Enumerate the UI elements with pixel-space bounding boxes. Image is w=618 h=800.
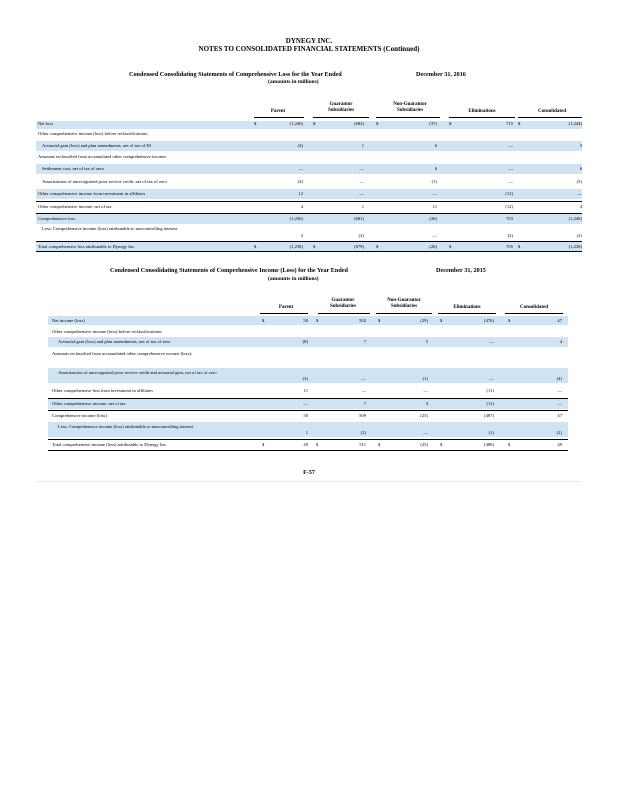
cell-parent: (1,238): [289, 244, 303, 249]
table-row: [36, 164, 582, 174]
table2-col-consolidated: Consolidated: [519, 305, 549, 310]
notes-title: NOTES TO CONSOLIDATED FINANCIAL STATEMENTS (Continued): [198, 45, 420, 53]
table1-col-nonguarantor: Non-Guarantor Subsidiaries: [393, 102, 427, 113]
table-row: [36, 201, 582, 212]
cell-eliminations: (11): [486, 401, 494, 406]
dollar-sign: $: [316, 442, 319, 447]
dollar-sign: $: [508, 318, 511, 323]
table2-title: Condensed Consolidating Statements of Comprehensive Income (Loss) for the Year Ended: [110, 267, 348, 274]
table1-subtitle: (amounts in millions): [268, 79, 319, 85]
cell-eliminations: 703: [506, 216, 513, 221]
cell-nonguarantor: (25): [420, 413, 428, 418]
row-label: Total comprehensive income (loss) attributable to Dynegy Inc.: [52, 442, 167, 447]
dollar-sign: $: [508, 442, 511, 447]
table-row: [48, 422, 568, 437]
row-label: Amortization of unrecognized prior service credit and actuarial gain, net of tax of zero: [58, 370, 217, 375]
cell-parent: (1,236): [289, 216, 303, 221]
dollar-sign: $: [440, 318, 443, 323]
cell-guarantor: 7: [363, 401, 366, 406]
cell-consolidated: (1,238): [568, 244, 582, 249]
cell-consolidated: (1,240): [568, 216, 582, 221]
cell-parent: 50: [303, 413, 308, 418]
table-row: [48, 398, 568, 409]
table-row: [48, 350, 568, 364]
dollar-sign: $: [262, 442, 265, 447]
cell-eliminations: (487): [484, 413, 494, 418]
row-label: Amounts reclassified from accumulated other comprehensive income:: [38, 154, 167, 159]
cell-nonguarantor: 11: [432, 204, 437, 209]
cell-eliminations: (11): [486, 388, 494, 393]
row-label: Net loss: [38, 121, 53, 126]
table-row: [48, 337, 568, 347]
table1-col-guarantor: Guarantor Subsidiaries: [327, 102, 355, 113]
cell-consolidated: —: [557, 388, 562, 393]
cell-consolidated: (1,244): [568, 121, 582, 126]
cell-eliminations: —: [489, 376, 494, 381]
cell-consolidated: (5): [576, 179, 582, 184]
cell-eliminations: (1): [488, 430, 494, 435]
cell-parent: 12: [298, 191, 303, 196]
cell-consolidated: (2): [576, 233, 582, 238]
table-row: [36, 189, 582, 199]
cell-nonguarantor: 6: [434, 143, 437, 148]
table-row: [36, 141, 582, 151]
cell-guarantor: 509: [359, 413, 366, 418]
cell-parent: 50: [303, 318, 308, 323]
row-label: Actuarial gain (loss) and plan amendments, net of tax of $3: [42, 143, 152, 148]
cell-eliminations: (12): [505, 191, 513, 196]
dollar-sign: $: [376, 121, 379, 126]
cell-guarantor: —: [359, 166, 364, 171]
cell-guarantor: (679): [354, 244, 364, 249]
cell-parent: 49: [303, 442, 308, 447]
cell-eliminations: (486): [484, 442, 494, 447]
cell-eliminations: —: [508, 179, 513, 184]
table-row: [48, 386, 568, 396]
cell-nonguarantor: (1): [422, 376, 428, 381]
dollar-sign: $: [378, 442, 381, 447]
cell-guarantor: 1: [361, 204, 364, 209]
cell-nonguarantor: —: [432, 191, 437, 196]
cell-eliminations: (2): [507, 233, 513, 238]
cell-eliminations: (12): [505, 204, 513, 209]
table-row: [48, 327, 568, 335]
table2-subtitle: (amounts in millions): [268, 276, 319, 282]
cell-guarantor: (682): [354, 121, 364, 126]
cell-consolidated: (4): [556, 376, 562, 381]
cell-parent: (4): [297, 143, 303, 148]
cell-nonguarantor: (26): [429, 216, 437, 221]
page-divider: [36, 481, 582, 482]
table-row: [36, 241, 582, 252]
table-row: [36, 213, 582, 224]
cell-consolidated: 6: [579, 166, 582, 171]
row-label: Other comprehensive income (loss) before reclassifications:: [38, 131, 149, 136]
cell-consolidated: 4: [559, 339, 562, 344]
dollar-sign: $: [254, 121, 257, 126]
cell-consolidated: 49: [557, 442, 562, 447]
row-label: Other comprehensive income from investment in affiliates: [38, 191, 146, 196]
cell-guarantor: 502: [359, 318, 366, 323]
row-label: Less: Comprehensive income (loss) attributable to noncontrolling interest: [58, 424, 194, 429]
cell-eliminations: (476): [484, 318, 494, 323]
row-label: Amounts reclassified from accumulated other comprehensive income (loss):: [52, 351, 193, 356]
page-number: F-57: [303, 470, 315, 476]
cell-nonguarantor: (26): [429, 244, 437, 249]
cell-parent: 11: [303, 388, 308, 393]
cell-consolidated: 3: [579, 143, 582, 148]
table1-col-parent: Parent: [270, 109, 286, 114]
row-label: Actuarial gain (loss) and plan amendments, net of tax of zero: [58, 339, 171, 344]
cell-guarantor: (2): [358, 233, 364, 238]
cell-consolidated: 4: [579, 204, 582, 209]
dollar-sign: $: [518, 244, 521, 249]
cell-nonguarantor: (37): [429, 121, 437, 126]
dollar-sign: $: [440, 442, 443, 447]
cell-parent: 4: [300, 204, 303, 209]
row-label: Other comprehensive income, net of tax: [52, 401, 126, 406]
table-row: [48, 410, 568, 421]
cell-parent: —: [298, 166, 303, 171]
row-label: Amortization of unrecognized prior service credit, net of tax of zero: [42, 179, 167, 184]
cell-eliminations: —: [508, 143, 513, 148]
cell-nonguarantor: 5: [425, 339, 428, 344]
row-label: Comprehensive income (loss): [52, 413, 107, 418]
table-row: [36, 154, 582, 162]
cell-eliminations: 715: [506, 121, 513, 126]
cell-eliminations: —: [489, 339, 494, 344]
cell-consolidated: 47: [557, 318, 562, 323]
cell-nonguarantor: 6: [434, 166, 437, 171]
cell-consolidated: 47: [557, 413, 562, 418]
cell-parent: (3): [302, 376, 308, 381]
cell-guarantor: (681): [354, 216, 364, 221]
row-label: Less: Comprehensive income (loss) attributable to noncontrolling interest: [42, 226, 178, 231]
cell-parent: 2: [300, 233, 303, 238]
table-row: [36, 177, 582, 187]
cell-guarantor: —: [359, 191, 364, 196]
dollar-sign: $: [316, 318, 319, 323]
cell-parent: 1: [305, 430, 308, 435]
table2-col-nonguarantor: Non-Guarantor Subsidiaries: [387, 298, 421, 309]
cell-nonguarantor: 4: [425, 401, 428, 406]
company-name: DYNEGY INC.: [285, 37, 333, 45]
cell-guarantor: —: [361, 388, 366, 393]
cell-guarantor: (2): [360, 430, 366, 435]
cell-nonguarantor: —: [432, 233, 437, 238]
table2-col-parent: Parent: [278, 305, 294, 310]
cell-nonguarantor: —: [423, 430, 428, 435]
cell-parent: (4): [297, 179, 303, 184]
table-row: [48, 439, 568, 451]
cell-guarantor: —: [359, 179, 364, 184]
row-label: Settlement cost, net of tax of zero: [42, 166, 104, 171]
row-label: Comprehensive loss: [38, 216, 76, 221]
table-row: [36, 121, 582, 129]
cell-guarantor: —: [361, 376, 366, 381]
row-label: Other comprehensive income, net of tax: [38, 204, 112, 209]
cell-eliminations: 705: [506, 244, 513, 249]
dollar-sign: $: [254, 244, 257, 249]
table1-title: Condensed Consolidating Statements of Comprehensive Loss for the Year Ended: [129, 71, 342, 78]
cell-consolidated: (2): [556, 430, 562, 435]
cell-consolidated: —: [577, 191, 582, 196]
cell-nonguarantor: —: [423, 388, 428, 393]
row-label: Total comprehensive loss attributable to Dynegy Inc.: [38, 244, 136, 249]
cell-nonguarantor: (1): [431, 179, 437, 184]
row-label: Other comprehensive loss from investment in affiliates: [52, 388, 153, 393]
row-label: Net income (loss): [52, 318, 85, 323]
table1-col-eliminations: Eliminations: [468, 109, 496, 114]
row-label: Other comprehensive income (loss) before reclassifications:: [52, 329, 163, 334]
cell-consolidated: —: [557, 401, 562, 406]
dollar-sign: $: [449, 121, 452, 126]
table1-date: December 31, 2016: [416, 71, 466, 78]
table2-col-guarantor: Guarantor Subsidiaries: [329, 298, 357, 309]
dollar-sign: $: [376, 244, 379, 249]
dollar-sign: $: [378, 318, 381, 323]
dollar-sign: $: [313, 244, 316, 249]
cell-parent: (8): [302, 339, 308, 344]
cell-parent: (1,240): [289, 121, 303, 126]
cell-nonguarantor: (29): [420, 318, 428, 323]
dollar-sign: $: [313, 121, 316, 126]
table-row: [48, 316, 568, 325]
table2-col-eliminations: Eliminations: [453, 305, 481, 310]
table2-date: December 31, 2015: [436, 267, 486, 274]
cell-parent: —: [303, 401, 308, 406]
table-row: [36, 225, 582, 239]
cell-nonguarantor: (25): [420, 442, 428, 447]
table-row: [48, 368, 568, 383]
dollar-sign: $: [262, 318, 265, 323]
cell-guarantor: 1: [361, 143, 364, 148]
table-row: [36, 131, 582, 139]
dollar-sign: $: [449, 244, 452, 249]
cell-guarantor: 7: [363, 339, 366, 344]
cell-guarantor: 511: [359, 442, 366, 447]
dollar-sign: $: [518, 121, 521, 126]
cell-eliminations: —: [508, 166, 513, 171]
table1-col-consolidated: Consolidated: [537, 109, 567, 114]
